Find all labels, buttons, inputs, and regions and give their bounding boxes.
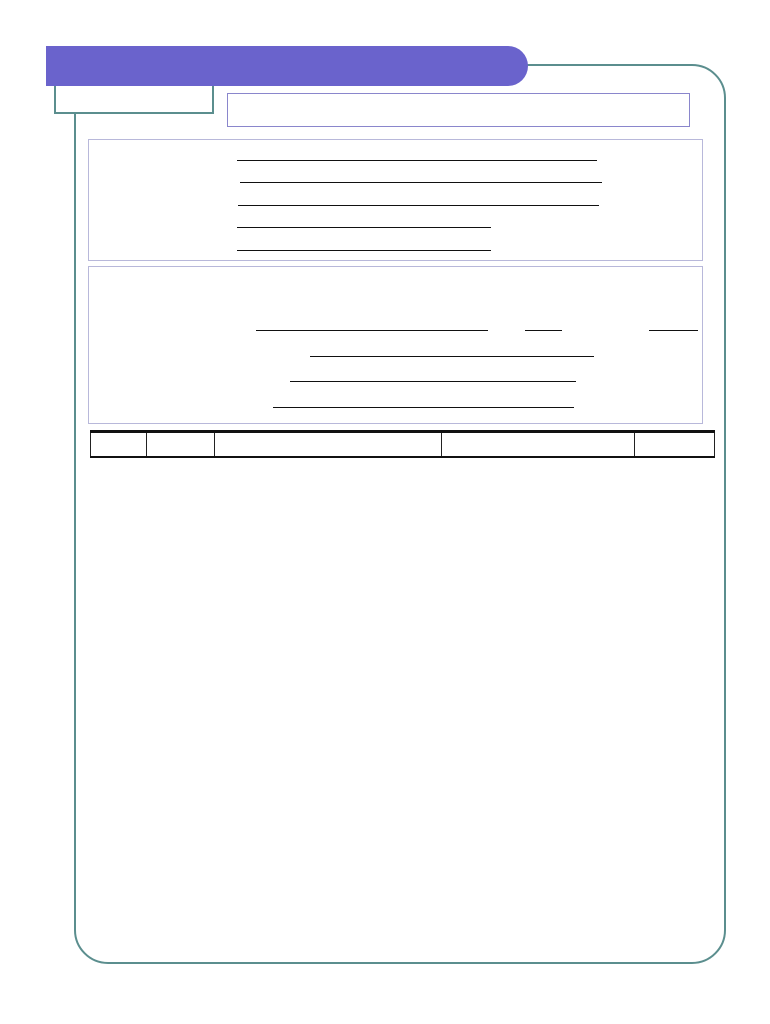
col-description <box>215 432 442 457</box>
col-order-number <box>147 432 215 457</box>
year-tab <box>54 86 214 114</box>
exp-date-field[interactable] <box>649 330 698 331</box>
csv-field[interactable] <box>525 330 562 331</box>
billing-addr-field[interactable] <box>290 381 576 382</box>
col-quantity <box>91 432 147 457</box>
col-unit-price <box>442 432 635 457</box>
banner-title <box>46 46 528 86</box>
cc-number-field[interactable] <box>256 330 488 331</box>
name-on-card-field[interactable] <box>310 356 594 357</box>
billing-city-field[interactable] <box>273 407 574 408</box>
form-title <box>227 93 690 127</box>
table-header-row <box>91 432 715 457</box>
contact-panel <box>88 139 703 261</box>
fax-field[interactable] <box>237 250 491 251</box>
phone-field[interactable] <box>237 227 491 228</box>
city-state-zip-field[interactable] <box>238 205 599 206</box>
street-address-field[interactable] <box>240 182 602 183</box>
name-field[interactable] <box>237 160 597 161</box>
col-total <box>635 432 715 457</box>
payment-panel <box>88 266 703 424</box>
order-table <box>90 430 715 458</box>
